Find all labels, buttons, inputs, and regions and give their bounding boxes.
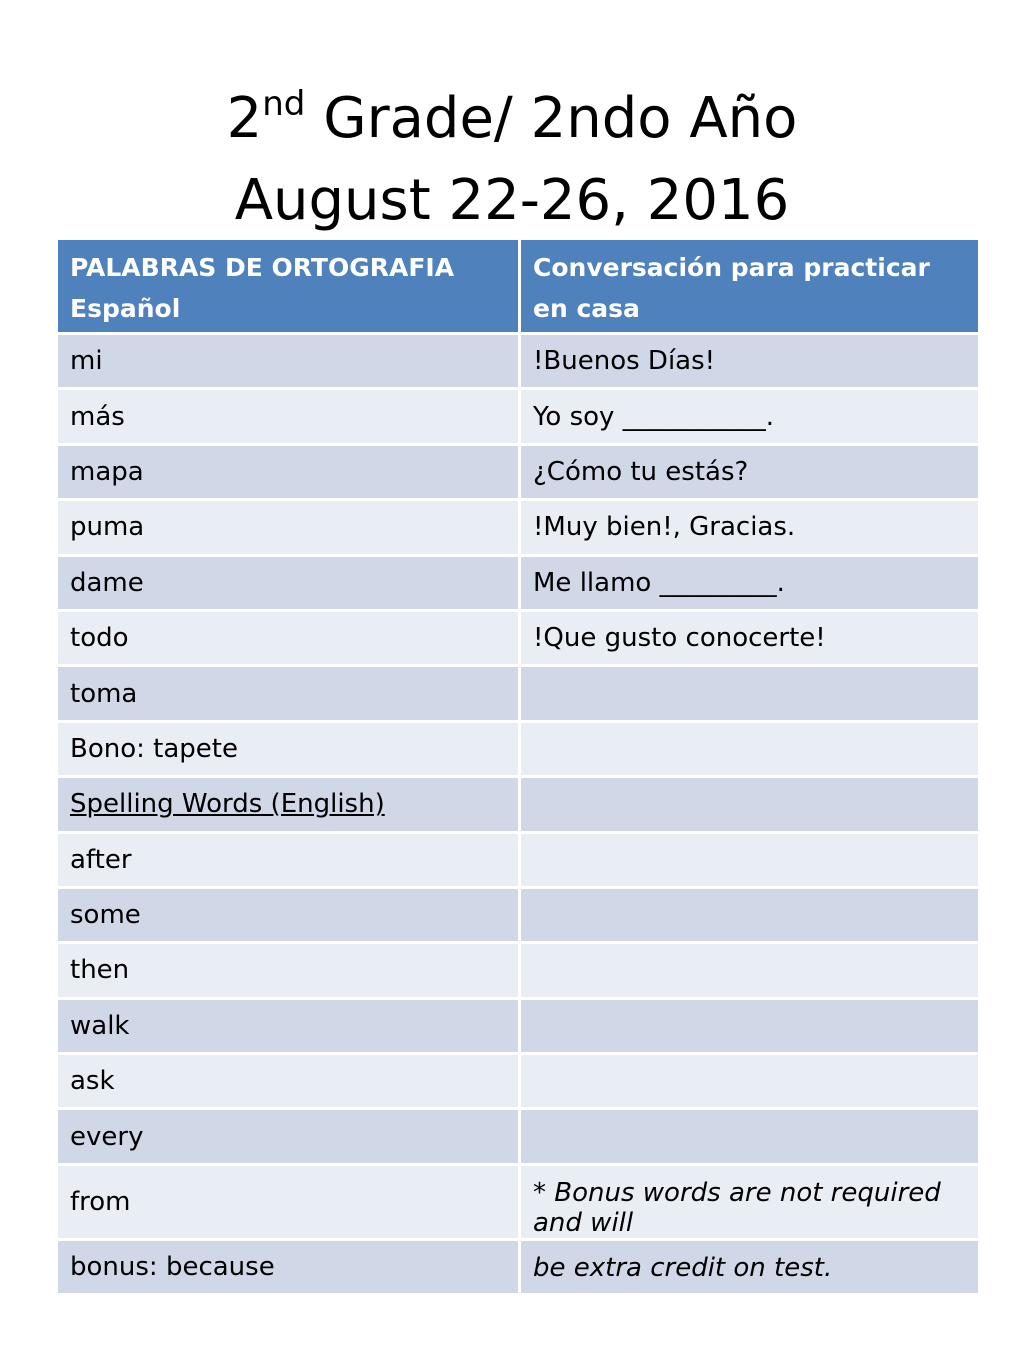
phrase-cell (518, 1000, 978, 1055)
phrase-cell (518, 834, 978, 889)
header-spelling-words-line1: PALABRAS DE ORTOGRAFIA (70, 252, 455, 282)
word-cell: after (58, 834, 518, 889)
title-grade-line (0, 78, 1024, 160)
phrase-cell (518, 723, 978, 778)
word-cell: todo (58, 612, 518, 667)
table-row (58, 1000, 978, 1055)
word-cell: toma (58, 667, 518, 722)
phrase-cell (518, 1110, 978, 1165)
header-spelling-words (58, 240, 518, 335)
phrase-cell (518, 1055, 978, 1110)
title-date: August 22-26, 2016 (234, 168, 790, 233)
table-row (58, 557, 978, 612)
phrase-cell: !Muy bien!, Gracias. (518, 501, 978, 556)
header-conversation-line1: Conversación para practicar (533, 252, 930, 282)
word-cell: puma (58, 501, 518, 556)
table-row (58, 944, 978, 999)
title-grade-superscript: nd (262, 84, 306, 125)
phrase-cell (518, 778, 978, 833)
english-section-heading-text: Spelling Words (English) (70, 789, 385, 820)
header-spelling-words-line2: Español (70, 293, 181, 323)
table-row (58, 501, 978, 556)
bonus-note-line2: be extra credit on test. (518, 1241, 978, 1296)
word-cell: walk (58, 1000, 518, 1055)
word-cell: dame (58, 557, 518, 612)
header-conversation-line2: en casa (533, 293, 640, 323)
spelling-table (58, 240, 978, 1296)
table-row (58, 335, 978, 390)
word-cell: from (58, 1166, 518, 1241)
table-row (58, 446, 978, 501)
table-row (58, 889, 978, 944)
title-grade-number: 2 (226, 86, 263, 151)
bonus-note-line1: * Bonus words are not required and will (518, 1166, 978, 1241)
word-cell: then (58, 944, 518, 999)
word-cell: some (58, 889, 518, 944)
table-row (58, 1055, 978, 1110)
table-row (58, 723, 978, 778)
word-cell: ask (58, 1055, 518, 1110)
table-row (58, 612, 978, 667)
phrase-cell: Yo soy ___________. (518, 390, 978, 445)
table-row (58, 1166, 978, 1241)
title-grade-text: Grade/ 2ndo Año (305, 86, 798, 151)
table-header-row (58, 240, 978, 335)
word-cell: bonus: because (58, 1241, 518, 1296)
phrase-cell (518, 889, 978, 944)
word-cell: every (58, 1110, 518, 1165)
table-row (58, 390, 978, 445)
header-conversation (518, 240, 978, 335)
word-cell: Bono: tapete (58, 723, 518, 778)
word-cell: más (58, 390, 518, 445)
table-row (58, 1110, 978, 1165)
english-section-heading (58, 778, 518, 833)
table-row (58, 834, 978, 889)
page-title (0, 78, 1024, 242)
table-row (58, 1241, 978, 1296)
phrase-cell: ¿Cómo tu estás? (518, 446, 978, 501)
phrase-cell (518, 667, 978, 722)
table-row (58, 667, 978, 722)
phrase-cell: !Que gusto conocerte! (518, 612, 978, 667)
table-row (58, 778, 978, 833)
phrase-cell: Me llamo _________. (518, 557, 978, 612)
word-cell: mi (58, 335, 518, 390)
phrase-cell (518, 944, 978, 999)
phrase-cell: !Buenos Días! (518, 335, 978, 390)
word-cell: mapa (58, 446, 518, 501)
